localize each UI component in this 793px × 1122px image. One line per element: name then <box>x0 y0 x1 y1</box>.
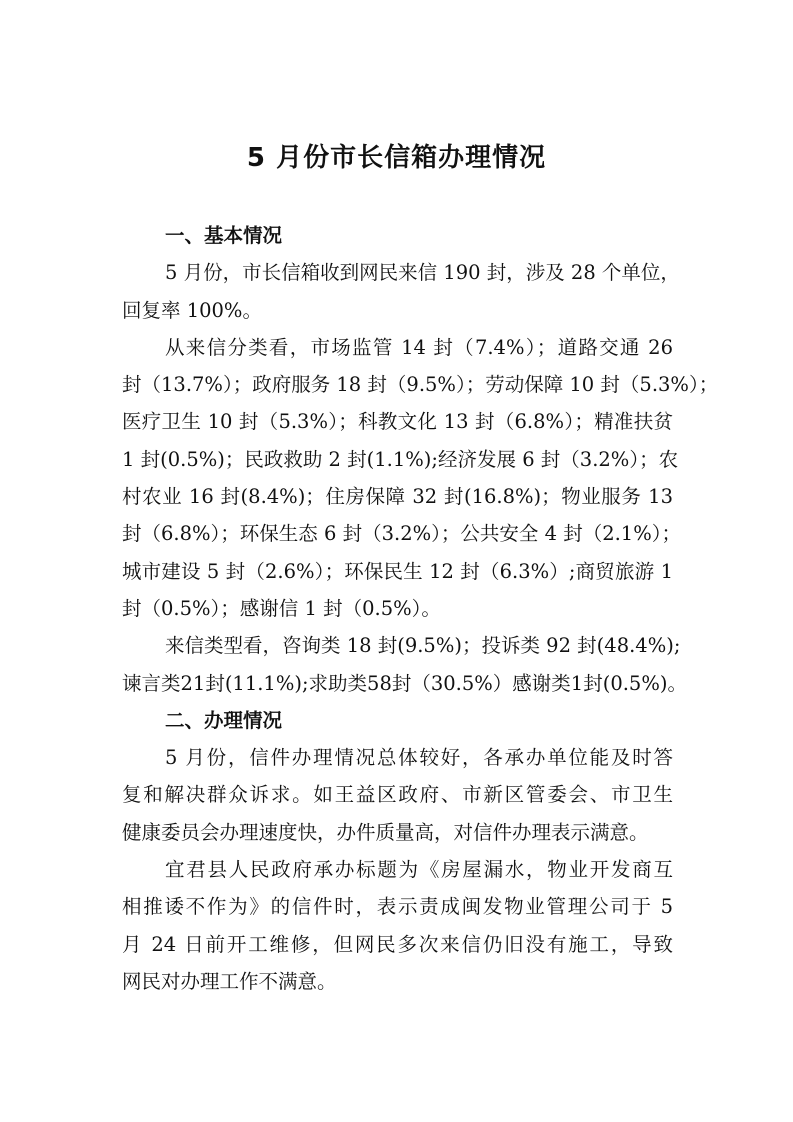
paragraph <box>122 851 673 1000</box>
paragraph-line: 村农业 16 封(8.4%)；住房保障 32 封(16.8%)；物业服务 13 <box>122 485 673 509</box>
heading-text: 二、办理情况 <box>165 708 283 732</box>
paragraph-line: 封（6.8%）；环保生态 6 封（3.2%）；公共安全 4 封（2.1%）； <box>122 522 681 546</box>
paragraph-line: 健康委员会办理速度快，办件质量高，对信件办理表示满意。 <box>122 820 649 844</box>
paragraph <box>122 627 687 702</box>
paragraph-line: 复和解决群众诉求。如王益区政府、市新区管委会、市卫生 <box>122 783 673 807</box>
paragraph-line: 回复率 100%。 <box>122 298 262 322</box>
paragraph-line: 来信类型看，咨询类 18 封(9.5%)；投诉类 92 封(48.4%); <box>165 634 681 658</box>
paragraph-line: 封（13.7%）；政府服务 18 封（9.5%）；劳动保障 10 封（5.3%）； <box>122 373 719 397</box>
paragraph-line: 谏言类21封(11.1%);求助类58封（30.5%）感谢类1封(0.5%)。 <box>122 671 687 695</box>
paragraph-line: 月 24 日前开工维修，但网民多次来信仍旧没有施工，导致 <box>122 932 673 956</box>
paragraph-line: 封（0.5%）；感谢信 1 封（0.5%）。 <box>122 596 441 620</box>
paragraph-line: 城市建设 5 封（2.6%）；环保民生 12 封（6.3%）;商贸旅游 1 <box>122 559 673 583</box>
paragraph-line: 医疗卫生 10 封（5.3%）；科教文化 13 封（6.8%）；精准扶贫 <box>122 410 673 434</box>
paragraph-line: 5 月份，信件办理情况总体较好，各承办单位能及时答 <box>165 746 673 770</box>
paragraph-line: 网民对办理工作不满意。 <box>122 969 337 993</box>
paragraph <box>122 739 673 851</box>
paragraph-line: 从来信分类看，市场监管 14 封（7.4%）；道路交通 26 <box>165 335 673 359</box>
paragraph-line: 相推诿不作为》的信件时，表示责成闽发物业管理公司于 5 <box>122 895 673 919</box>
page-title: 5 月份市长信箱办理情况 <box>246 143 547 173</box>
paragraph-line: 宜君县人民政府承办标题为《房屋漏水，物业开发商互 <box>165 858 673 882</box>
document-body <box>122 217 719 1000</box>
section-heading <box>122 217 673 254</box>
paragraph <box>122 329 719 627</box>
paragraph-line: 5 月份，市长信箱收到网民来信 190 封，涉及 28 个单位， <box>165 261 680 285</box>
paragraph-line: 1 封(0.5%)；民政救助 2 封(1.1%);经济发展 6 封（3.2%）；农 <box>122 447 679 471</box>
heading-text: 一、基本情况 <box>165 224 283 247</box>
paragraph <box>122 254 680 329</box>
section-heading <box>122 702 673 739</box>
